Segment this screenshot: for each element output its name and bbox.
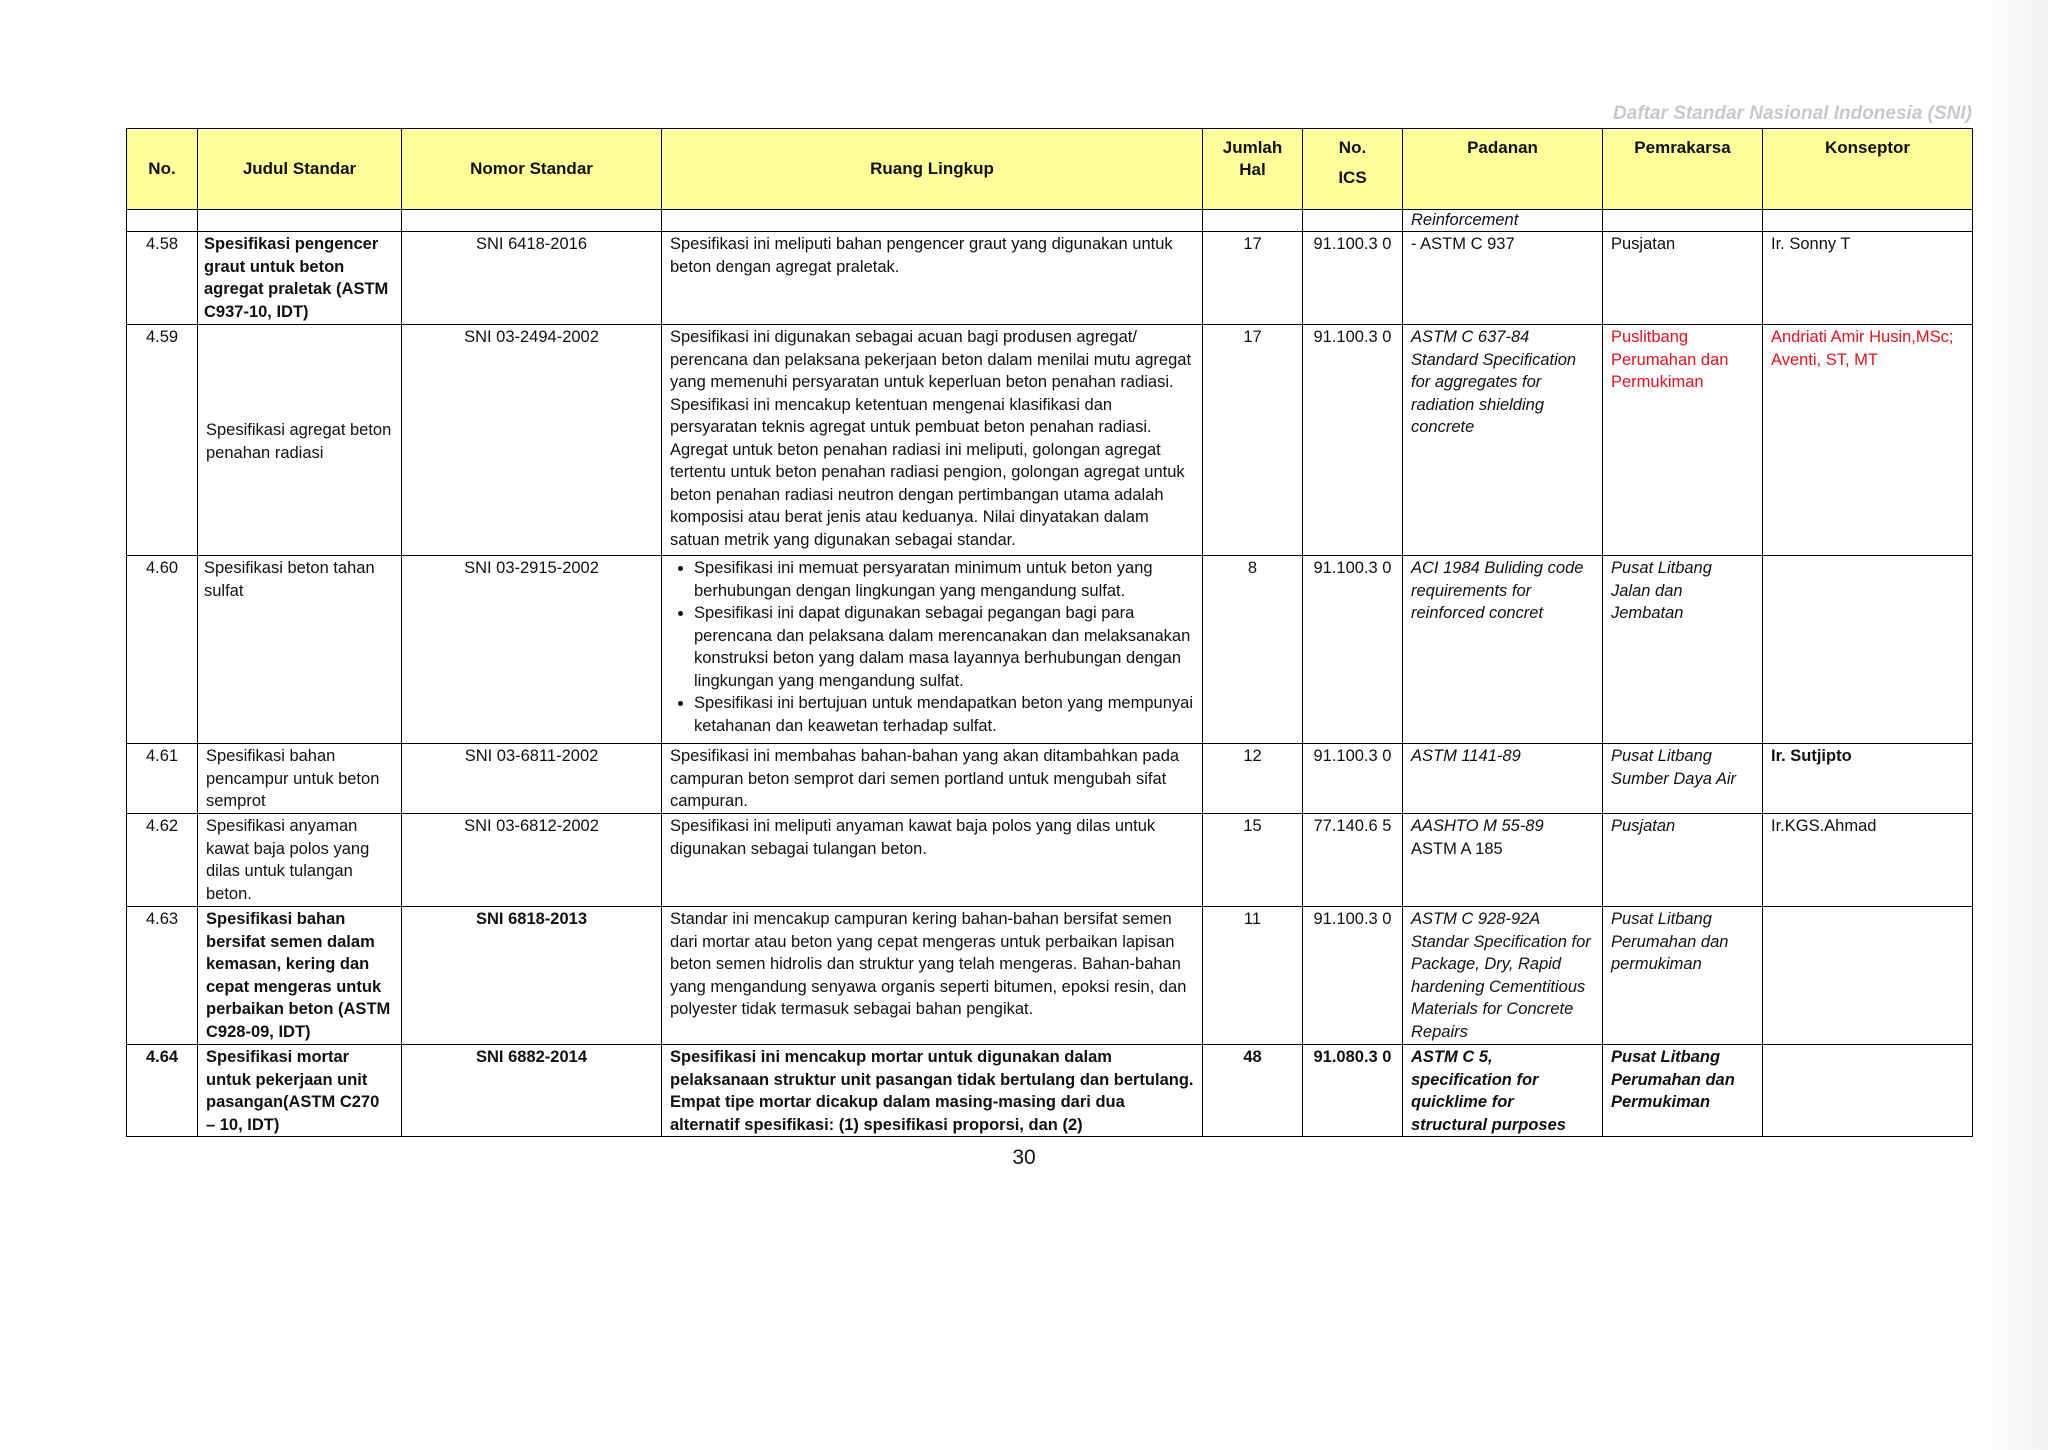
row-no: 4.59: [127, 325, 198, 556]
row-jumlah: 11: [1203, 907, 1303, 1045]
row-ics: 91.080.3 0: [1303, 1045, 1403, 1137]
ruang-bullet-item: • Spesifikasi ini memuat persyaratan minimum untuk beton yang berhubungan dengan lingkungan yang mengandung sulfat.: [694, 557, 1194, 602]
row-padanan-line1: AASHTO M 55-89: [1411, 817, 1544, 835]
row-padanan: ACI 1984 Buliding code requirements for reinforced concret: [1403, 556, 1603, 744]
col-header-ics-line2: ICS: [1338, 168, 1367, 187]
row-konseptor: Andriati Amir Husin,MSc; Aventi, ST, MT: [1763, 325, 1973, 556]
row-nomor: SNI 03-2494-2002: [402, 325, 662, 556]
row-jumlah: 8: [1203, 556, 1303, 744]
row-ruang: [662, 556, 1203, 744]
col-header-ics-line1: No.: [1338, 138, 1367, 157]
continuation-padanan: Reinforcement: [1403, 210, 1603, 232]
row-judul: Spesifikasi bahan bersifat semen dalam kemasan, kering dan cepat mengeras untuk perbaikan beton (ASTM C928-09, IDT): [198, 907, 402, 1045]
row-nomor: SNI 6882-2014: [402, 1045, 662, 1137]
row-ics: 91.100.3 0: [1303, 232, 1403, 325]
row-judul: Spesifikasi bahan pencampur untuk beton semprot: [198, 744, 402, 814]
table-row: [127, 744, 1973, 814]
sni-standards-table: [126, 128, 1973, 1137]
table-row: [127, 814, 1973, 907]
table-row-continuation: [127, 210, 1973, 232]
col-header-no: No.: [127, 129, 198, 210]
col-header-jumlah-line2: Hal: [1239, 160, 1266, 179]
row-pemrakarsa: Pusat Litbang Jalan dan Jembatan: [1603, 556, 1763, 744]
row-padanan: ASTM C 637-84 Standard Specification for aggregates for radiation shielding concrete: [1403, 325, 1603, 556]
row-ruang: Spesifikasi ini digunakan sebagai acuan bagi produsen agregat/ perencana dan pelaksana pekerjaan beton dalam menilai mutu agregat yang memenuhi persyaratan untuk keperluan beton penahan radiasi. Spesifikasi ini mencakup ketentuan mengenai klasifikasi dan persyaratan teknis agregat untuk pembuat beton penahan radiasi. Agregat untuk beton penahan radiasi ini meliputi, golongan agregat tertentu untuk beton penahan radiasi pengion, golongan agregat untuk beton penahan radiasi neutron dengan pertimbangan utama adalah komposisi atau berat jenis atau keduanya. Nilai dinyatakan dalam satuan metrik yang digunakan sebagai standar.: [662, 325, 1203, 556]
document-header-title: Daftar Standar Nasional Indonesia (SNI): [1613, 103, 1972, 124]
ruang-bullet-list: [670, 557, 1194, 737]
ruang-bullet-item: • Spesifikasi ini bertujuan untuk mendapatkan beton yang mempunyai ketahanan dan keawetan terhadap sulfat.: [694, 692, 1194, 737]
row-no: 4.64: [127, 1045, 198, 1137]
row-jumlah: 15: [1203, 814, 1303, 907]
row-ruang: Spesifikasi ini meliputi bahan pengencer graut yang digunakan untuk beton dengan agregat praletak.: [662, 232, 1203, 325]
row-pemrakarsa: Pusjatan: [1603, 814, 1763, 907]
row-pemrakarsa: Pusat Litbang Sumber Daya Air: [1603, 744, 1763, 814]
table-row: [127, 325, 1973, 556]
row-padanan: ASTM C 928-92A Standar Specification for Package, Dry, Rapid hardening Cementitious Materials for Concrete Repairs: [1403, 907, 1603, 1045]
row-nomor: SNI 03-6811-2002: [402, 744, 662, 814]
row-ics: 91.100.3 0: [1303, 744, 1403, 814]
row-padanan-line2: ASTM A 185: [1411, 839, 1503, 858]
row-jumlah: 17: [1203, 325, 1303, 556]
col-header-padanan: Padanan: [1403, 129, 1603, 210]
row-konseptor: Ir.KGS.Ahmad: [1763, 814, 1973, 907]
row-pemrakarsa: Puslitbang Perumahan dan Permukiman: [1603, 325, 1763, 556]
row-konseptor: Ir. Sutjipto: [1763, 744, 1973, 814]
row-pemrakarsa: Pusat Litbang Perumahan dan Permukiman: [1603, 1045, 1763, 1137]
ruang-bullet-item: • Spesifikasi ini dapat digunakan sebagai pegangan bagi para perencana dan pelaksana dalam merencanakan dan melaksanakan konstruksi beton yang dalam masa layannya berhubungan dengan lingkungan yang mengandung sulfat.: [694, 602, 1194, 692]
page-number: 30: [1012, 1146, 1036, 1169]
table-header: [127, 129, 1973, 210]
table-row: [127, 232, 1973, 325]
row-judul: Spesifikasi beton tahan sulfat: [198, 556, 402, 744]
row-ics: 77.140.6 5: [1303, 814, 1403, 907]
row-ruang: Spesifikasi ini meliputi anyaman kawat baja polos yang dilas untuk digunakan sebagai tulangan beton.: [662, 814, 1203, 907]
col-header-jumlah-line1: Jumlah: [1222, 138, 1283, 157]
col-header-konseptor: Konseptor: [1763, 129, 1973, 210]
row-padanan: ASTM 1141-89: [1403, 744, 1603, 814]
row-padanan: ASTM C 5, specification for quicklime for structural purposes: [1403, 1045, 1603, 1137]
table-row: [127, 556, 1973, 744]
row-no: 4.60: [127, 556, 198, 744]
row-padanan: [1403, 814, 1603, 907]
row-ics: 91.100.3 0: [1303, 325, 1403, 556]
row-judul: Spesifikasi mortar untuk pekerjaan unit pasangan(ASTM C270 – 10, IDT): [198, 1045, 402, 1137]
row-pemrakarsa: Pusat Litbang Perumahan dan permukiman: [1603, 907, 1763, 1045]
col-header-pemrakarsa: Pemrakarsa: [1603, 129, 1763, 210]
col-header-ruang: Ruang Lingkup: [662, 129, 1203, 210]
row-judul: Spesifikasi anyaman kawat baja polos yang dilas untuk tulangan beton.: [198, 814, 402, 907]
row-konseptor: [1763, 1045, 1973, 1137]
row-pemrakarsa: Pusjatan: [1603, 232, 1763, 325]
col-header-nomor: Nomor Standar: [402, 129, 662, 210]
row-no: 4.61: [127, 744, 198, 814]
row-ruang: Spesifikasi ini mencakup mortar untuk digunakan dalam pelaksanaan struktur unit pasangan tidak bertulang dan bertulang. Empat tipe mortar dicakup dalam masing-masing dari dua alternatif spesifikasi: (1) spesifikasi proporsi, dan (2): [662, 1045, 1203, 1137]
row-ruang: Spesifikasi ini membahas bahan-bahan yang akan ditambahkan pada campuran beton semprot dari semen portland untuk mengubah sifat campuran.: [662, 744, 1203, 814]
row-no: 4.63: [127, 907, 198, 1045]
row-no: 4.58: [127, 232, 198, 325]
col-header-ics: [1303, 129, 1403, 210]
row-nomor: SNI 03-6812-2002: [402, 814, 662, 907]
table-row: [127, 1045, 1973, 1137]
row-judul: [198, 325, 402, 556]
row-nomor: SNI 6818-2013: [402, 907, 662, 1045]
scan-edge-shading: [1980, 0, 2048, 1450]
row-jumlah: 17: [1203, 232, 1303, 325]
row-ics: 91.100.3 0: [1303, 556, 1403, 744]
row-jumlah: 12: [1203, 744, 1303, 814]
col-header-jumlah: [1203, 129, 1303, 210]
row-no: 4.62: [127, 814, 198, 907]
row-nomor: SNI 03-2915-2002: [402, 556, 662, 744]
row-jumlah: 48: [1203, 1045, 1303, 1137]
row-konseptor: Ir. Sonny T: [1763, 232, 1973, 325]
table-row: [127, 907, 1973, 1045]
row-konseptor: [1763, 907, 1973, 1045]
row-padanan: - ASTM C 937: [1403, 232, 1603, 325]
row-judul: Spesifikasi pengencer graut untuk beton agregat praletak (ASTM C937-10, IDT): [198, 232, 402, 325]
row-ruang: Standar ini mencakup campuran kering bahan-bahan bersifat semen dari mortar atau beton yang cepat mengeras untuk perbaikan lapisan beton semen hidrolis dan struktur yang telah mengeras. Bahan-bahan yang mengandung senyawa organis seperti bitumen, epoksi resin, dan polyester tidak termasuk sebagai bahan pengikat.: [662, 907, 1203, 1045]
col-header-judul: Judul Standar: [198, 129, 402, 210]
row-konseptor: [1763, 556, 1973, 744]
row-nomor: SNI 6418-2016: [402, 232, 662, 325]
row-ics: 91.100.3 0: [1303, 907, 1403, 1045]
row-judul-text: Spesifikasi agregat beton penahan radiasi: [206, 421, 392, 462]
